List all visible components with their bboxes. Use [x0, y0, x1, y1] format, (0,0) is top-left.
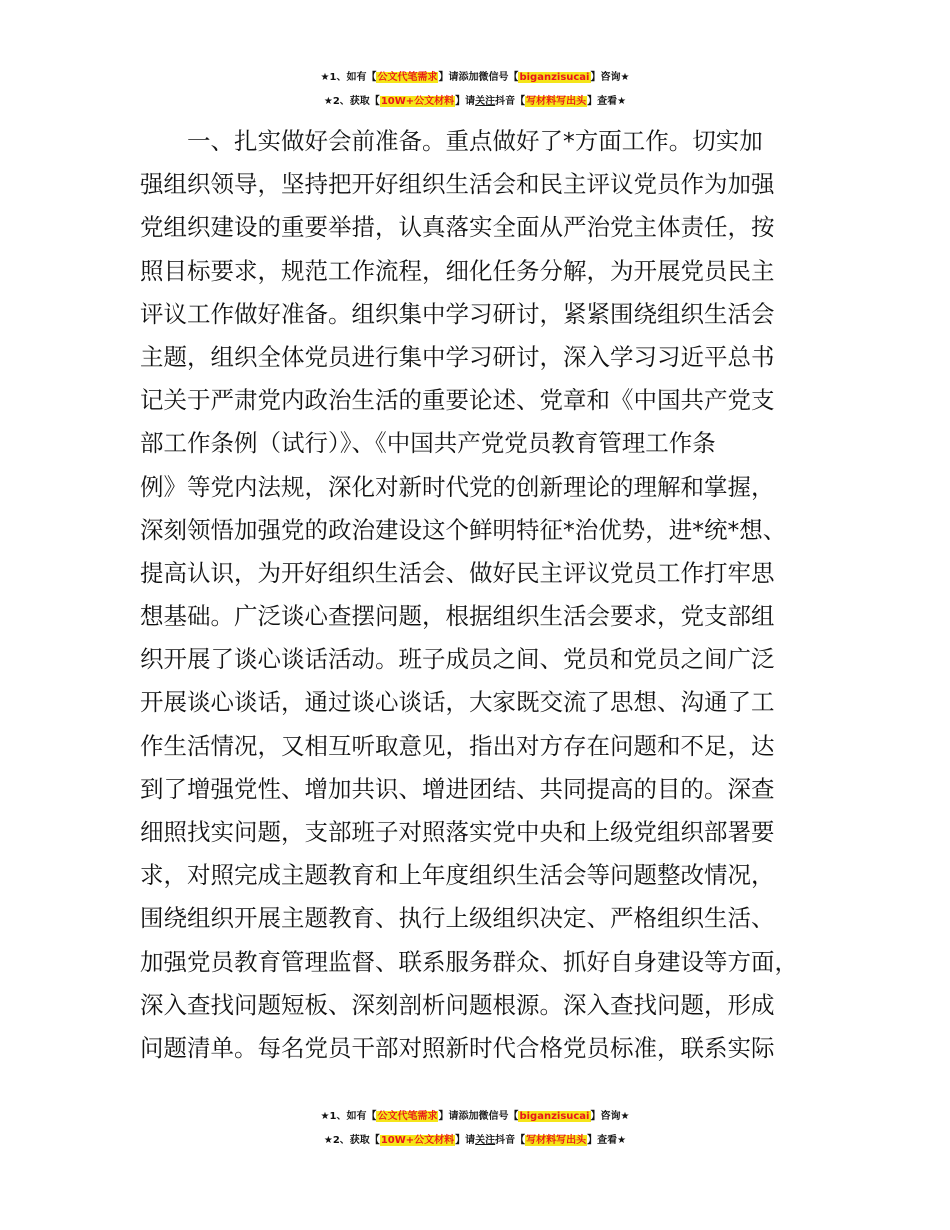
- banner-line-2: ★2、获取【10W+公文材料】请关注抖音【写材料写出头】查看★: [323, 96, 627, 107]
- highlight-ghostwriting: 公文代笔需求: [377, 1111, 438, 1122]
- underline-follow: 关注: [475, 96, 496, 107]
- body-line: 党组织建设的重要举措，认真落实全面从严治党主体责任，按: [140, 213, 775, 242]
- body-line: 照目标要求，规范工作流程，细化任务分解，为开展党员民主: [140, 256, 775, 285]
- highlight-materials: 10W+公文材料: [380, 96, 455, 107]
- highlight-materials: 10W+公文材料: [380, 1135, 455, 1146]
- body-line: 问题清单。每名党员干部对照新时代合格党员标准，联系实际: [140, 1033, 775, 1062]
- body-line: 强组织领导，坚持把开好组织生活会和民主评议党员作为加强: [140, 170, 775, 199]
- body-line: 到了增强党性、增加共识、增进团结、共同提高的目的。深查: [140, 774, 775, 803]
- underline-follow: 关注: [475, 1135, 496, 1146]
- body-line: 作生活情况，又相互听取意见，指出对方存在问题和不足，达: [140, 731, 775, 760]
- body-line: 细照找实问题，支部班子对照落实党中央和上级党组织部署要: [140, 818, 775, 846]
- body-line: 记关于严肃党内政治生活的重要论述、党章和《中国共产党支: [140, 386, 775, 415]
- body-line: 加强党员教育管理监督、联系服务群众、抓好自身建设等方面，: [140, 947, 798, 976]
- body-line: 求，对照完成主题教育和上年度组织生活会等问题整改情况，: [140, 861, 775, 890]
- body-line: 开展谈心谈话，通过谈心谈话，大家既交流了思想、沟通了工: [140, 688, 775, 717]
- document-body: [140, 120, 840, 1070]
- highlight-douyin-account: 写材料写出头: [526, 96, 587, 107]
- header-banner: [0, 66, 950, 114]
- highlight-wechat-id: biganzisucai: [519, 1111, 590, 1122]
- banner-line-1: ★1、如有【公文代笔需求】请添加微信号【biganzisucai】咨询★: [320, 1111, 630, 1122]
- body-line: 评议工作做好准备。组织集中学习研讨，紧紧围绕组织生活会: [140, 299, 775, 328]
- banner-line-2: ★2、获取【10W+公文材料】请关注抖音【写材料写出头】查看★: [323, 1135, 627, 1146]
- highlight-douyin-account: 写材料写出头: [526, 1135, 587, 1146]
- highlight-wechat-id: biganzisucai: [519, 72, 590, 83]
- banner-line-1: ★1、如有【公文代笔需求】请添加微信号【biganzisucai】咨询★: [320, 72, 630, 83]
- body-line: 提高认识，为开好组织生活会、做好民主评议党员工作打牢思: [140, 558, 775, 587]
- body-line: 围绕组织开展主题教育、执行上级组织决定、严格组织生活、: [140, 904, 775, 933]
- body-line: 织开展了谈心谈话活动。班子成员之间、党员和党员之间广泛: [140, 645, 775, 674]
- footer-banner: [0, 1105, 950, 1153]
- body-line: 深入查找问题短板、深刻剖析问题根源。深入查找问题，形成: [140, 990, 775, 1019]
- body-line: 想基础。广泛谈心查摆问题，根据组织生活会要求，党支部组: [140, 602, 775, 631]
- body-line: 一、扎实做好会前准备。重点做好了*方面工作。切实加: [187, 127, 763, 155]
- body-line: 主题，组织全体党员进行集中学习研讨，深入学习习近平总书: [140, 342, 775, 371]
- body-line: 深刻领悟加强党的政治建设这个鲜明特征*治优势，进*统*想、: [140, 515, 787, 544]
- highlight-ghostwriting: 公文代笔需求: [377, 72, 438, 83]
- body-line: 例》等党内法规，深化对新时代党的创新理论的理解和掌握，: [140, 472, 775, 501]
- body-line: 部工作条例（试行）》、《中国共产党党员教育管理工作条: [140, 429, 716, 458]
